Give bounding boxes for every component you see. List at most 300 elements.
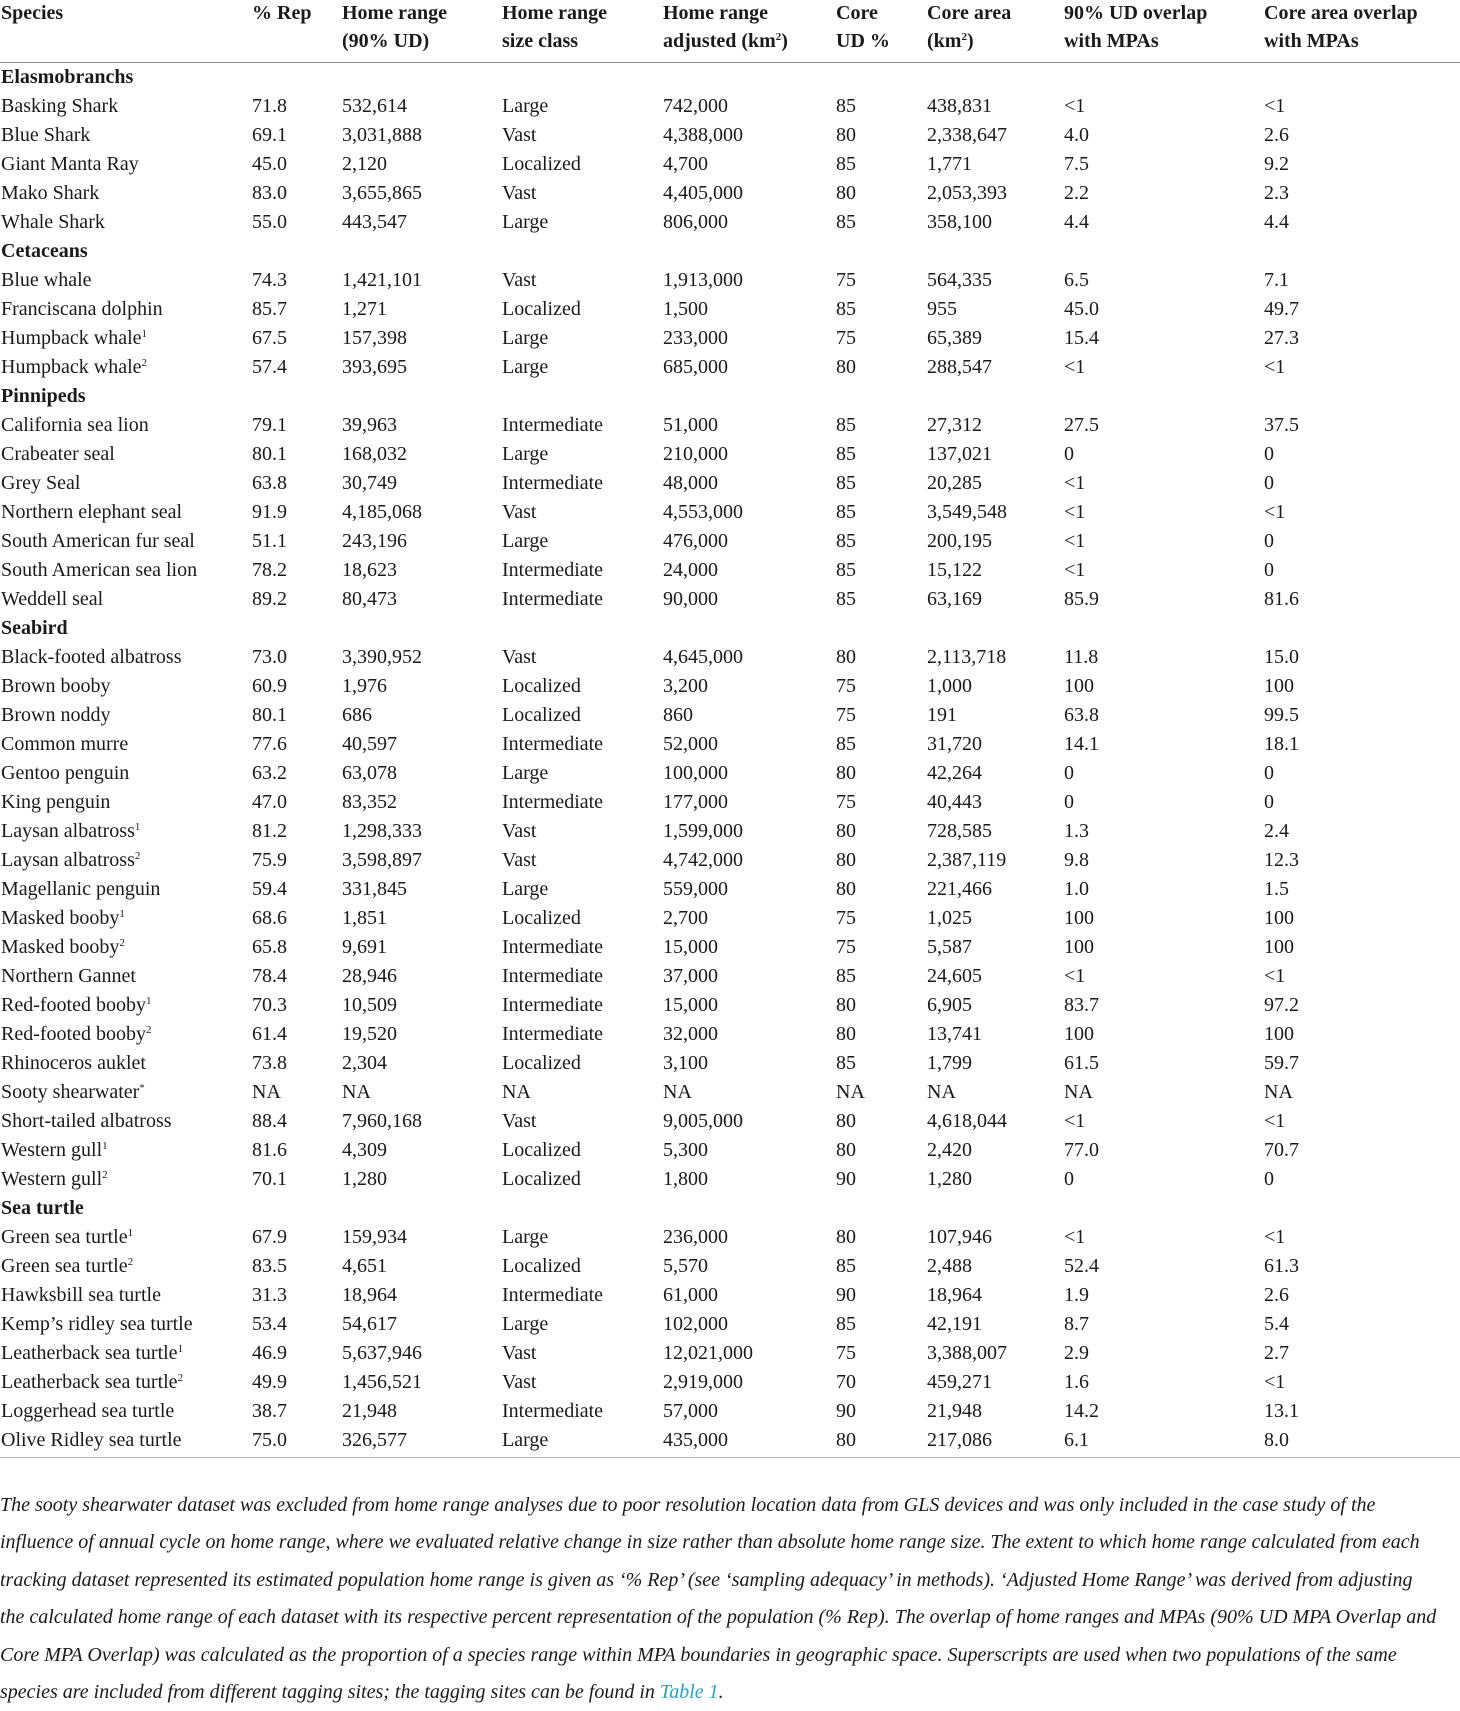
table-row: [0, 962, 1460, 991]
column-header-rep: [251, 0, 341, 63]
species-name: Basking Shark: [1, 95, 119, 117]
unit-superscript: 2: [775, 30, 782, 43]
home-range-cell: 3,655,865: [342, 182, 422, 204]
core-area-cell: 459,271: [927, 1371, 992, 1393]
adjusted-cell: 476,000: [663, 530, 728, 552]
core-ud-cell: 85: [836, 530, 856, 552]
column-header-line2: (90% UD): [342, 29, 430, 52]
species-cell: [0, 759, 251, 788]
rep-cell: 61.4: [252, 1023, 287, 1045]
adjusted-cell: 5,300: [663, 1139, 708, 1161]
adjusted-cell: 860: [663, 704, 693, 726]
table-1-link[interactable]: Table 1: [659, 1681, 719, 1704]
ud-overlap-cell: <1: [1064, 559, 1086, 581]
population-superscript: 1: [102, 1140, 108, 1152]
size-class-cell: Localized: [502, 675, 581, 697]
table-row: [0, 1339, 1460, 1368]
species-name: Black-footed albatross: [1, 646, 182, 668]
core-ud-cell: 85: [836, 414, 856, 436]
size-class-cell: Intermediate: [502, 733, 604, 755]
rep-cell: 67.9: [252, 1226, 287, 1248]
adjusted-cell: 52,000: [663, 733, 718, 755]
population-superscript: 1: [119, 908, 125, 920]
core-area-cell: 40,443: [927, 791, 982, 813]
adjusted-cell: 9,005,000: [663, 1110, 743, 1132]
ud-overlap-cell: <1: [1064, 472, 1086, 494]
ud-overlap-cell: 2.9: [1064, 1342, 1089, 1364]
rep-cell: 79.1: [252, 414, 287, 436]
home-range-cell: NA: [342, 1081, 371, 1103]
size-class-cell: Large: [502, 443, 549, 465]
table-row: [0, 788, 1460, 817]
core-ud-cell: 85: [836, 501, 856, 523]
core-overlap-cell: 100: [1264, 936, 1294, 958]
species-cell: [0, 121, 251, 150]
size-class-cell: Large: [502, 530, 549, 552]
adjusted-cell: 61,000: [663, 1284, 718, 1306]
table-row: [0, 991, 1460, 1020]
species-cell: [0, 498, 251, 527]
size-class-cell: Vast: [502, 124, 537, 146]
column-header-home-range: [341, 0, 501, 63]
rep-cell: 68.6: [252, 907, 287, 929]
core-overlap-cell: 0: [1264, 762, 1274, 784]
species-cell: [0, 556, 251, 585]
core-area-cell: 200,195: [927, 530, 992, 552]
core-area-cell: 1,799: [927, 1052, 972, 1074]
size-class-cell: Localized: [502, 1255, 581, 1277]
core-overlap-cell: 100: [1264, 1023, 1294, 1045]
size-class-cell: Intermediate: [502, 472, 604, 494]
species-name: Red-footed booby: [1, 994, 146, 1016]
species-cell: [0, 1078, 251, 1107]
column-header-line2: with MPAs: [1264, 29, 1359, 52]
adjusted-cell: 3,100: [663, 1052, 708, 1074]
table-row: [0, 1252, 1460, 1281]
core-ud-cell: 80: [836, 878, 856, 900]
species-name: Northern Gannet: [1, 965, 136, 987]
header-row: [0, 0, 1460, 63]
species-name: Laysan albatross: [1, 849, 135, 871]
column-header-line2: with MPAs: [1064, 29, 1159, 52]
table-row: [0, 1310, 1460, 1339]
core-ud-cell: 80: [836, 762, 856, 784]
home-range-cell: 443,547: [342, 211, 407, 233]
ud-overlap-cell: 100: [1064, 675, 1094, 697]
species-name: Laysan albatross: [1, 820, 135, 842]
core-area-cell: 21,948: [927, 1400, 982, 1422]
species-name: Leatherback sea turtle: [1, 1371, 178, 1393]
rep-cell: 80.1: [252, 443, 287, 465]
size-class-cell: Intermediate: [502, 588, 604, 610]
column-header-core-area: [926, 0, 1063, 63]
core-area-cell: 65,389: [927, 327, 982, 349]
rep-cell: 77.6: [252, 733, 287, 755]
core-ud-cell: 80: [836, 1110, 856, 1132]
table-row: [0, 1397, 1460, 1426]
home-range-cell: 159,934: [342, 1226, 407, 1248]
home-range-cell: 2,304: [342, 1052, 387, 1074]
home-range-cell: 1,421,101: [342, 269, 422, 291]
rep-cell: 80.1: [252, 704, 287, 726]
core-area-cell: 5,587: [927, 936, 972, 958]
ud-overlap-cell: 8.7: [1064, 1313, 1089, 1335]
species-name: Sooty shearwater: [1, 1081, 140, 1103]
rep-cell: 70.1: [252, 1168, 287, 1190]
home-range-cell: 4,185,068: [342, 501, 422, 523]
core-overlap-cell: 97.2: [1264, 994, 1299, 1016]
home-range-cell: 7,960,168: [342, 1110, 422, 1132]
species-name: Grey Seal: [1, 472, 81, 494]
home-range-cell: 19,520: [342, 1023, 397, 1045]
population-superscript: 1: [145, 995, 152, 1007]
table-header: [0, 0, 1460, 63]
size-class-cell: Vast: [502, 820, 537, 842]
species-cell: [0, 1368, 251, 1397]
home-range-cell: 393,695: [342, 356, 407, 378]
size-class-cell: Intermediate: [502, 414, 604, 436]
rep-cell: 83.0: [252, 182, 287, 204]
core-ud-cell: 90: [836, 1284, 856, 1306]
species-cell: [0, 440, 251, 469]
core-area-cell: 288,547: [927, 356, 992, 378]
species-cell: [0, 701, 251, 730]
home-range-cell: 4,309: [342, 1139, 387, 1161]
adjusted-cell: 2,700: [663, 907, 708, 929]
footnote-text: The sooty shearwater dataset was excluded from home range analyses due to poor resolution location data from GLS devices and was only included in the case study of the influence of annual cycle on home range, where we evaluated relative change in size rather than absolute home range size. The extent to which home range calculated from each tracking dataset represented its estimated population home range is given as ‘% Rep’ (see ‘sampling adequacy’ in methods). ‘Adjusted Home Range’ was derived from adjusting the calculated home range of each dataset with its respective percent representation of the population (% Rep). The overlap of home ranges and MPAs (90% UD MPA Overlap and Core MPA Overlap) was calculated as the proportion of a species range within MPA boundaries in geographic space. Superscripts are used when two populations of the same species are included from different tagging sites; the tagging sites can be found in: [0, 1494, 1437, 1704]
ud-overlap-cell: <1: [1064, 1110, 1086, 1132]
home-range-cell: 1,976: [342, 675, 387, 697]
table-row: [0, 585, 1460, 614]
home-range-cell: 10,509: [342, 994, 397, 1016]
size-class-cell: Intermediate: [502, 1400, 604, 1422]
core-overlap-cell: 13.1: [1264, 1400, 1299, 1422]
core-overlap-cell: <1: [1264, 95, 1286, 117]
species-name: King penguin: [1, 791, 111, 813]
ud-overlap-cell: 27.5: [1064, 414, 1099, 436]
core-ud-cell: 90: [836, 1168, 856, 1190]
core-ud-cell: 85: [836, 153, 856, 175]
population-superscript: 1: [141, 328, 148, 340]
species-name: Green sea turtle: [1, 1255, 128, 1277]
species-name: Whale Shark: [1, 211, 105, 233]
adjusted-cell: 1,500: [663, 298, 708, 320]
adjusted-cell: 15,000: [663, 994, 718, 1016]
group-row: [0, 63, 1460, 93]
core-area-cell: 2,387,119: [927, 849, 1007, 871]
species-cell: [0, 585, 251, 614]
column-header-line1: 90% UD overlap: [1064, 2, 1208, 24]
core-overlap-cell: <1: [1264, 1110, 1286, 1132]
adjusted-cell: 32,000: [663, 1023, 718, 1045]
table-row: [0, 1049, 1460, 1078]
core-ud-cell: 75: [836, 907, 856, 929]
species-cell: [0, 1049, 251, 1078]
table-row: [0, 1020, 1460, 1049]
home-range-cell: 686: [342, 704, 372, 726]
rep-cell: 70.3: [252, 994, 287, 1016]
adjusted-cell: NA: [663, 1081, 692, 1103]
species-name: Olive Ridley sea turtle: [1, 1429, 182, 1451]
species-name: Humpback whale: [1, 356, 142, 378]
population-superscript: 2: [141, 357, 148, 369]
species-name: Giant Manta Ray: [1, 153, 139, 175]
species-cell: [0, 991, 251, 1020]
rep-cell: 85.7: [252, 298, 287, 320]
adjusted-cell: 685,000: [663, 356, 728, 378]
table-row: [0, 440, 1460, 469]
size-class-cell: Vast: [502, 1371, 537, 1393]
adjusted-cell: 4,553,000: [663, 501, 743, 523]
core-area-cell: 2,113,718: [927, 646, 1007, 668]
column-header-line1: Core area overlap: [1264, 2, 1418, 24]
home-range-cell: 28,946: [342, 965, 397, 987]
core-ud-cell: 80: [836, 994, 856, 1016]
core-ud-cell: 75: [836, 327, 856, 349]
ud-overlap-cell: 14.1: [1064, 733, 1099, 755]
adjusted-cell: 24,000: [663, 559, 718, 581]
core-ud-cell: 85: [836, 733, 856, 755]
core-ud-cell: 70: [836, 1371, 856, 1393]
core-overlap-cell: 8.0: [1263, 1426, 1460, 1458]
population-superscript: *: [139, 1082, 145, 1094]
core-overlap-cell: 2.3: [1264, 182, 1289, 204]
adjusted-cell: 236,000: [663, 1226, 728, 1248]
species-name: Western gull: [1, 1168, 103, 1190]
rep-cell: 78.4: [252, 965, 287, 987]
ud-overlap-cell: 15.4: [1064, 327, 1099, 349]
size-class-cell: Large: [502, 1313, 549, 1335]
core-area-cell: 2,420: [927, 1139, 972, 1161]
table-row: [0, 411, 1460, 440]
species-cell: [0, 1136, 251, 1165]
species-name: Blue Shark: [1, 124, 91, 146]
column-header-line1: Home range: [502, 2, 607, 24]
ud-overlap-cell: <1: [1064, 965, 1086, 987]
core-overlap-cell: 37.5: [1264, 414, 1299, 436]
species-cell: [0, 1252, 251, 1281]
table-row: [0, 150, 1460, 179]
ud-overlap-cell: 61.5: [1064, 1052, 1099, 1074]
home-range-cell: 83,352: [342, 791, 397, 813]
core-ud-cell: 85: [836, 298, 856, 320]
core-ud-cell: 80: [836, 124, 856, 146]
home-range-cell: 2,120: [342, 153, 387, 175]
species-cell: [0, 527, 251, 556]
size-class-cell: Large: [502, 878, 549, 900]
size-class-cell: Large: [502, 1226, 549, 1248]
species-name: Northern elephant seal: [1, 501, 183, 523]
table-row: [0, 1078, 1460, 1107]
species-name: Franciscana dolphin: [1, 298, 163, 320]
ud-overlap-cell: 52.4: [1064, 1255, 1099, 1277]
core-overlap-cell: 2.6: [1264, 124, 1289, 146]
ud-overlap-cell: 7.5: [1064, 153, 1089, 175]
group-title: Pinnipeds: [1, 385, 86, 407]
rep-cell: 78.2: [252, 559, 287, 581]
column-header-line1: Home range: [663, 2, 768, 24]
species-cell: [0, 353, 251, 382]
column-header-line2: UD %: [836, 29, 890, 52]
adjusted-cell: 742,000: [663, 95, 728, 117]
species-name: Humpback whale: [1, 327, 142, 349]
group-title: Cetaceans: [1, 240, 88, 262]
species-name: Kemp’s ridley sea turtle: [1, 1313, 193, 1335]
population-superscript: 2: [119, 937, 125, 949]
adjusted-cell: 233,000: [663, 327, 728, 349]
ud-overlap-cell: 100: [1064, 936, 1094, 958]
species-cell: [0, 1107, 251, 1136]
size-class-cell: Vast: [502, 1110, 537, 1132]
ud-overlap-cell: 1.9: [1064, 1284, 1089, 1306]
size-class-cell: Large: [502, 211, 549, 233]
rep-cell: 75.9: [252, 849, 287, 871]
core-ud-cell: NA: [836, 1081, 865, 1103]
adjusted-cell: 102,000: [663, 1313, 728, 1335]
ud-overlap-cell: 0: [1064, 443, 1074, 465]
rep-cell: 51.1: [252, 530, 287, 552]
core-area-cell: 1,280: [927, 1168, 972, 1190]
core-ud-cell: 85: [836, 1255, 856, 1277]
species-name: South American sea lion: [1, 559, 198, 581]
core-area-cell: 24,605: [927, 965, 982, 987]
core-area-cell: 1,000: [927, 675, 972, 697]
core-overlap-cell: 2.4: [1264, 820, 1289, 842]
column-header-line2: size class: [502, 29, 579, 52]
table-row: [0, 672, 1460, 701]
species-name: Brown noddy: [1, 704, 111, 726]
core-area-cell: 3,388,007: [927, 1342, 1007, 1364]
core-ud-cell: 80: [836, 356, 856, 378]
species-cell: [0, 411, 251, 440]
table-row: [0, 846, 1460, 875]
adjusted-cell: 1,913,000: [663, 269, 743, 291]
ud-overlap-cell: 9.8: [1064, 849, 1089, 871]
home-range-cell: 331,845: [342, 878, 407, 900]
species-cell: [0, 962, 251, 991]
adjusted-cell: 1,599,000: [663, 820, 743, 842]
adjusted-cell: 806,000: [663, 211, 728, 233]
ud-overlap-cell: 100: [1064, 1023, 1094, 1045]
species-name: Common murre: [1, 733, 129, 755]
rep-cell: 75.0: [251, 1426, 341, 1458]
species-cell: [0, 1020, 251, 1049]
adjusted-cell: 2,919,000: [663, 1371, 743, 1393]
column-header-line2: (km: [927, 29, 962, 52]
rep-cell: 67.5: [252, 327, 287, 349]
adjusted-cell: 4,388,000: [663, 124, 743, 146]
core-overlap-cell: 5.4: [1264, 1313, 1289, 1335]
rep-cell: 31.3: [252, 1284, 287, 1306]
ud-overlap-cell: 83.7: [1064, 994, 1099, 1016]
size-class-cell: Localized: [502, 1139, 581, 1161]
core-overlap-cell: 18.1: [1264, 733, 1299, 755]
species-name: Gentoo penguin: [1, 762, 130, 784]
table-row: [0, 933, 1460, 962]
core-area-cell: 2,053,393: [927, 182, 1007, 204]
rep-cell: 60.9: [252, 675, 287, 697]
core-area-cell: 3,549,548: [927, 501, 1007, 523]
population-superscript: 2: [134, 850, 141, 862]
rep-cell: 88.4: [252, 1110, 287, 1132]
table-row: [0, 469, 1460, 498]
ud-overlap-cell: 0: [1064, 791, 1074, 813]
species-name: Brown booby: [1, 675, 111, 697]
species-cell: [0, 1165, 251, 1194]
group-row: [0, 1194, 1460, 1223]
column-header-core-overlap: [1263, 0, 1460, 63]
species-cell: [0, 1223, 251, 1252]
core-ud-cell: 75: [836, 1342, 856, 1364]
ud-overlap-cell: 1.0: [1064, 878, 1089, 900]
table-row: [0, 875, 1460, 904]
size-class-cell: Large: [501, 1426, 662, 1458]
home-range-cell: 54,617: [342, 1313, 397, 1335]
core-overlap-cell: 100: [1264, 675, 1294, 697]
adjusted-cell: 177,000: [663, 791, 728, 813]
ud-overlap-cell: <1: [1064, 356, 1086, 378]
species-cell: [0, 469, 251, 498]
species-name: Magellanic penguin: [1, 878, 161, 900]
species-cell: [0, 788, 251, 817]
species-cell: [0, 208, 251, 237]
column-header-line1: Species: [1, 2, 64, 24]
species-name: Short-tailed albatross: [1, 1110, 172, 1132]
ud-overlap-cell: 0: [1064, 762, 1074, 784]
core-ud-cell: 80: [836, 182, 856, 204]
size-class-cell: Localized: [502, 1168, 581, 1190]
core-area-cell: 15,122: [927, 559, 982, 581]
column-header-species: [0, 0, 251, 63]
species-cell: [0, 1397, 251, 1426]
species-name: South American fur seal: [1, 530, 195, 552]
adjusted-cell: 90,000: [663, 588, 718, 610]
core-area-cell: 728,585: [927, 820, 992, 842]
table-row: [0, 498, 1460, 527]
group-title: Sea turtle: [1, 1197, 84, 1219]
species-name: Mako Shark: [1, 182, 100, 204]
core-area-cell: 137,021: [927, 443, 992, 465]
core-overlap-cell: 59.7: [1264, 1052, 1299, 1074]
ud-overlap-cell: <1: [1064, 530, 1086, 552]
table-row: [0, 1368, 1460, 1397]
rep-cell: 74.3: [252, 269, 287, 291]
core-overlap-cell: 99.5: [1264, 704, 1299, 726]
table-footnote: [0, 1487, 1440, 1711]
core-area-cell: 20,285: [927, 472, 982, 494]
species-cell: [0, 324, 251, 353]
species-name: Green sea turtle: [1, 1226, 128, 1248]
home-range-cell: 5,637,946: [342, 1342, 422, 1364]
core-overlap-cell: 0: [1264, 791, 1274, 813]
core-overlap-cell: 7.1: [1264, 269, 1289, 291]
population-superscript: 2: [127, 1256, 134, 1268]
core-overlap-cell: <1: [1264, 356, 1286, 378]
ud-overlap-cell: 6.1: [1063, 1426, 1263, 1458]
home-range-cell: 80,473: [342, 588, 397, 610]
ud-overlap-cell: 2.2: [1064, 182, 1089, 204]
core-ud-cell: 80: [835, 1426, 926, 1458]
core-area-cell: 42,264: [927, 762, 982, 784]
core-overlap-cell: <1: [1264, 1226, 1286, 1248]
rep-cell: 65.8: [252, 936, 287, 958]
rep-cell: 63.2: [252, 762, 287, 784]
species-name: Rhinoceros auklet: [1, 1052, 146, 1074]
species-cell: [0, 817, 251, 846]
species-name: Loggerhead sea turtle: [1, 1400, 175, 1422]
home-range-cell: 18,964: [342, 1284, 397, 1306]
size-class-cell: Large: [502, 356, 549, 378]
